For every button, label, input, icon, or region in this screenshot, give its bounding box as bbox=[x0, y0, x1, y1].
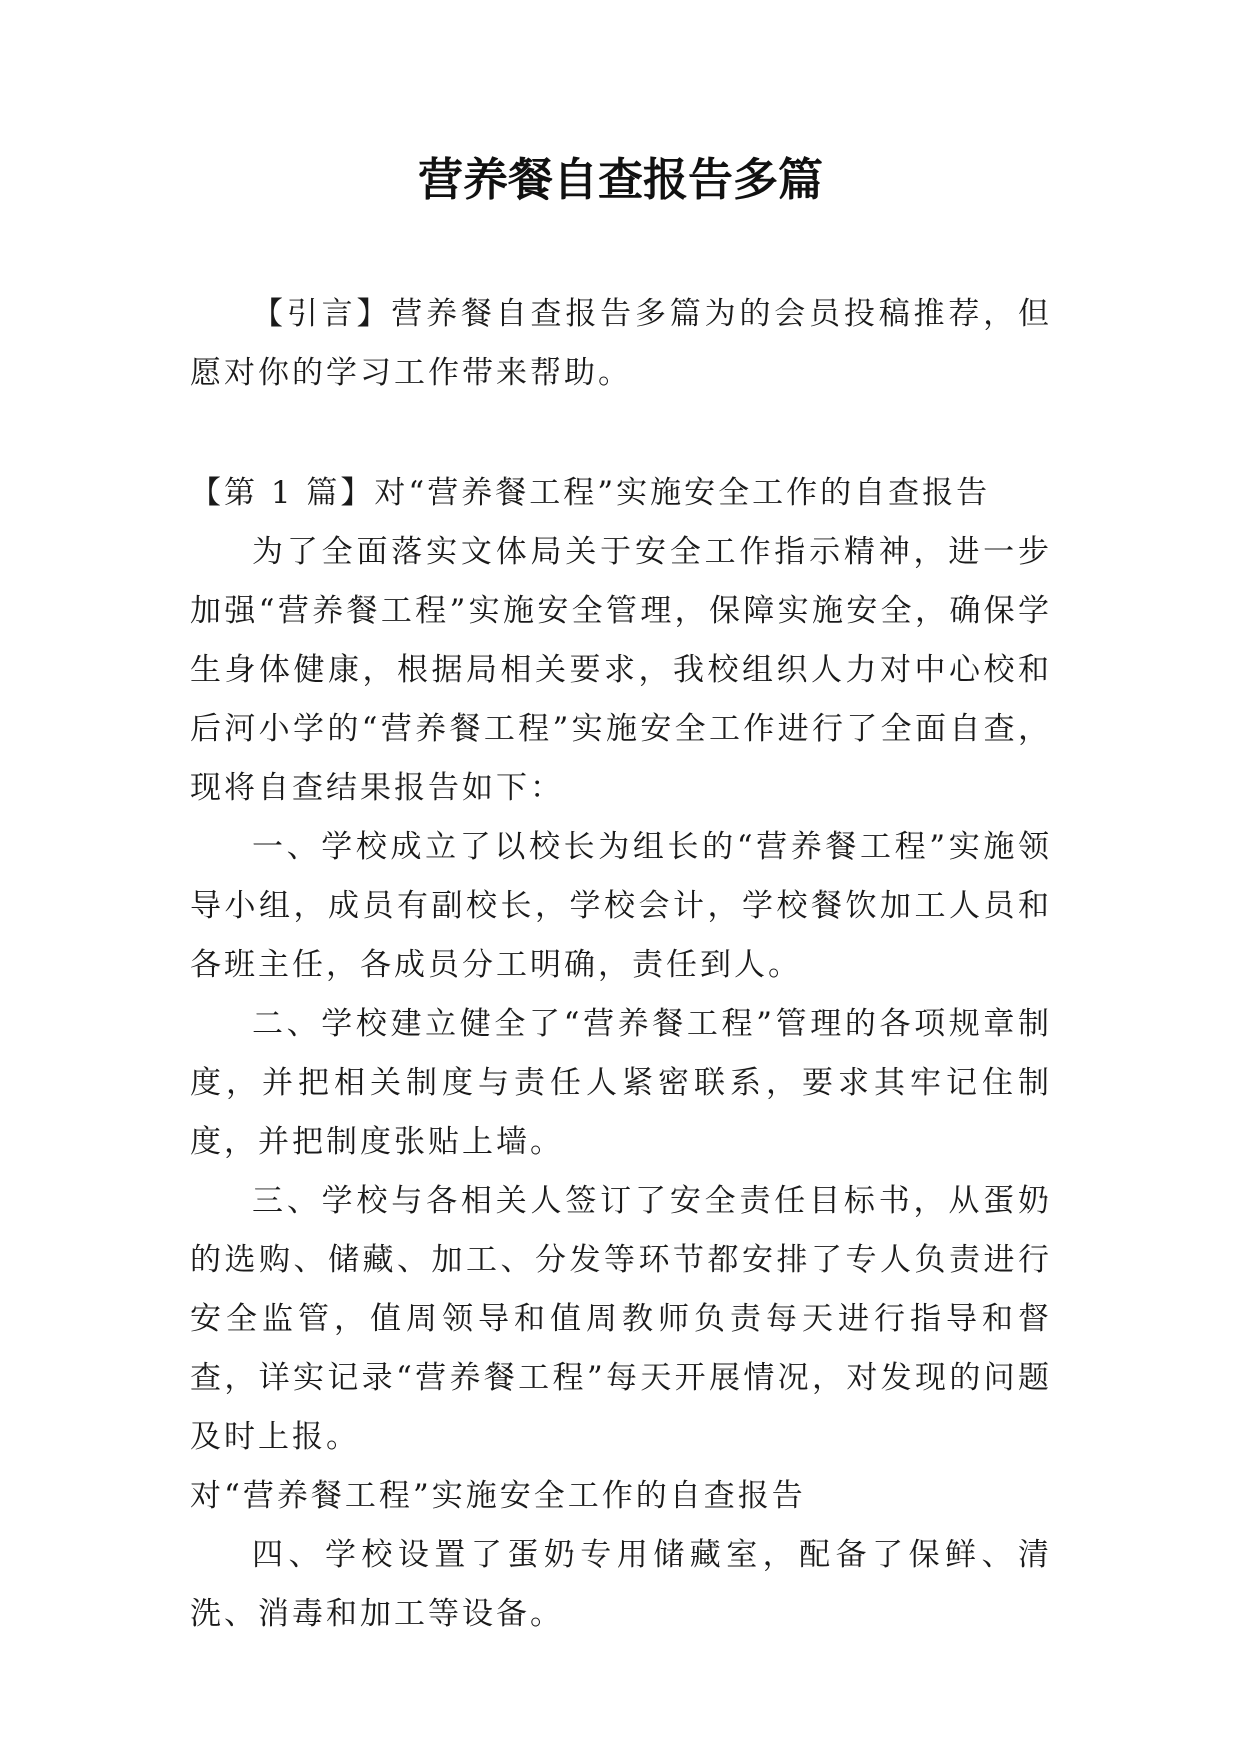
intro-section bbox=[190, 285, 1052, 403]
document-title: 营养餐自查报告多篇 bbox=[417, 153, 823, 206]
paragraph-5: 四、学校设置了蛋奶专用储藏室，配备了保鲜、清洗、消毒和加工等设备。 bbox=[190, 1537, 1052, 1632]
paragraph-2: 一、学校成立了以校长为组长的“营养餐工程”实施领导小组，成员有副校长，学校会计，学校餐饮加工人员和各班主任，各成员分工明确，责任到人。 bbox=[190, 829, 1052, 983]
paragraph-3: 二、学校建立健全了“营养餐工程”管理的各项规章制度，并把相关制度与责任人紧密联系，要求其牢记住制度，并把制度张贴上墙。 bbox=[190, 1006, 1052, 1160]
intro-paragraph: 【引言】营养餐自查报告多篇为的会员投稿推荐，但愿对你的学习工作带来帮助。 bbox=[190, 296, 1052, 391]
chapter-heading: 【第 1 篇】对“营养餐工程”实施安全工作的自查报告 bbox=[190, 475, 991, 511]
paragraph-4: 三、学校与各相关人签订了安全责任目标书，从蛋奶的选购、储藏、加工、分发等环节都安排了专人负责进行安全监管，值周领导和值周教师负责每天进行指导和督查，详实记录“营养餐工程”每天开展情况，对发现的问题及时上报。 bbox=[190, 1183, 1052, 1455]
repeated-heading: 对“营养餐工程”实施安全工作的自查报告 bbox=[190, 1478, 806, 1514]
paragraph-1: 为了全面落实文体局关于安全工作指示精神，进一步加强“营养餐工程”实施安全管理，保障实施安全，确保学生身体健康，根据局相关要求，我校组织人力对中心校和后河小学的“营养餐工程”实施安全工作进行了全面自查，现将自查结果报告如下： bbox=[190, 534, 1052, 806]
chapter-section bbox=[190, 464, 1052, 1644]
